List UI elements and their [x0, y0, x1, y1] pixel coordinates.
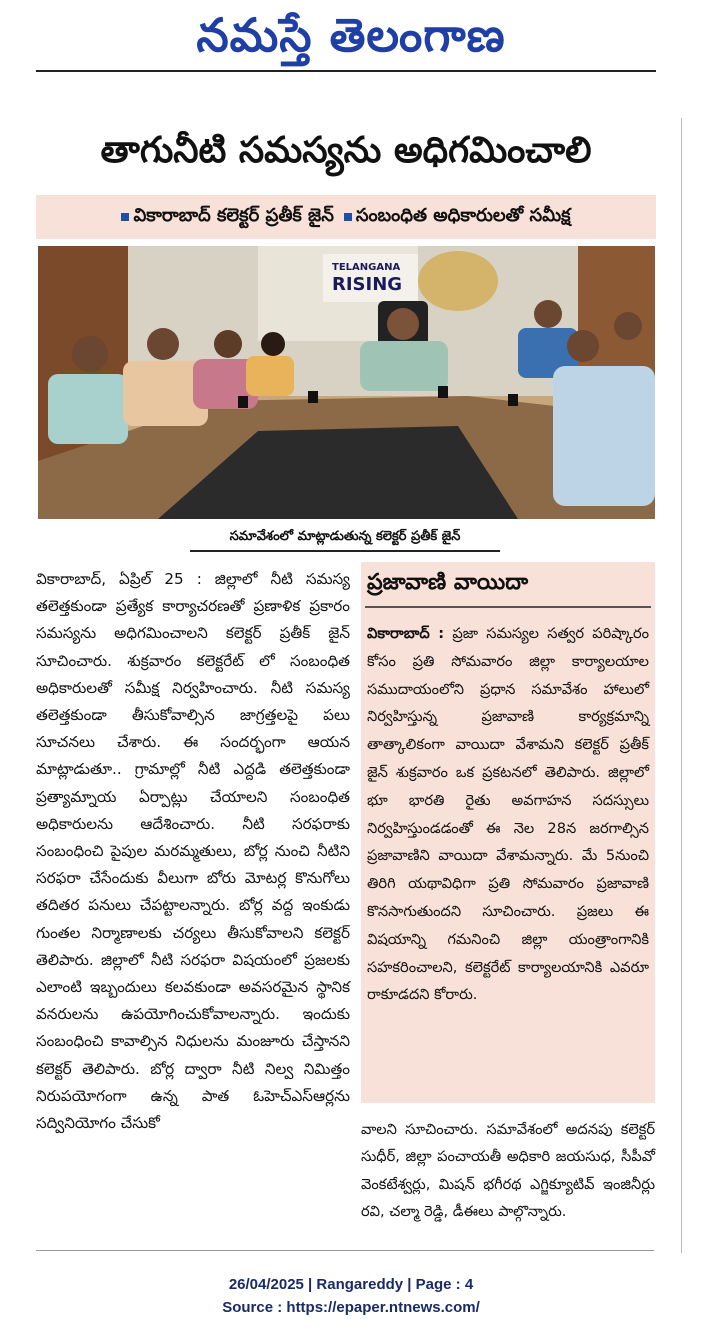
- article-left-text: వికారాబాద్, ఏప్రిల్ 25 : జిల్లాలో నీటి సమస్య తలెత్తకుండా ప్రత్యేక కార్యాచరణతో ప్రణాళిక ప్రకారం సమస్యను అధిగమించాలని కలెక్టర్ ప్రతీక్ జైన్ సూచించారు. శుక్రవారం కలెక్టరేట్ లో సంబంధిత అధికారులతో సమీక్ష నిర్వహించారు. నీటి సమస్య తలెత్తకుండా తీసుకోవాల్సిన జాగ్రత్తలపై పలు సూచనలు చేశారు. ఈ సందర్భంగా ఆయన మాట్లాడుతూ.. గ్రామాల్లో నీటి ఎద్దడి తలెత్తకుండా ప్రత్యామ్నాయ ఏర్పాట్లు చేయాలని సంబంధిత అధికారులను ఆదేశించారు. నీటి సరఫరాకు సంబంధించి పైపుల మరమ్మతులు, బోర్ల నుంచి నీటిని సరఫరా చేసేందుకు వీలుగా బోరు మోటర్ల కొనుగోలు తదితర పనులు చేపట్టాలన్నారు. బోర్ల వద్ద ఇంకుడు గుంతల నిర్మాణాలకు చర్యలు తీసుకోవాలని కలెక్టర్ తెలిపారు. జిల్లాలో నీటి సరఫరా విషయంలో ప్రజలకు ఎలాంటి ఇబ్బందులు కలవకుండా అవసరమైన స్థానిక వనరులను ఉపయోగించుకోవాలన్నారు. ఇందుకు సంబంధించి కావాల్సిన నిధులను మంజూరు చేస్తానని కలెక్టర్ తెలిపారు. బోర్ల ద్వారా నీటి నిల్వ నిమిత్తం నిరుపయోగంగా ఉన్న పాత ఓహెచ్ఎస్ఆర్లను సద్వినియోగం చేసుకో: [36, 570, 350, 1133]
- footer-source-line: Source : https://epaper.ntnews.com/: [222, 1299, 480, 1316]
- article-right-text: వాలని సూచించారు. సమావేశంలో అదనపు కలెక్టర్ సుధీర్, జిల్లా పంచాయతీ అధికారి జయసుధ, సీపీవో వెంకటేశ్వర్లు, మిషన్ భగీరథ ఎగ్జిక్యూటివ్ ఇంజినీర్లు రవి, చల్మా రెడ్డి, డీఈలు పాల్గొన్నారు.: [361, 1121, 655, 1221]
- subhead-item-1: వికారాబాద్ కలెక్టర్ ప్రతీక్ జైన్: [133, 204, 334, 226]
- sidebar-title: ప్రజావాణి వాయిదా: [367, 570, 529, 595]
- subhead-item-2: సంబంధిత అధికారులతో సమీక్ష: [355, 204, 571, 226]
- masthead: నమస్తే తెలంగాణ: [196, 8, 506, 62]
- subhead-bullet-2: [344, 205, 571, 230]
- banner-line-1: TELANGANA: [332, 262, 401, 273]
- photo-caption: సమావేశంలో మాట్లాడుతున్న కలెక్టర్ ప్రతీక్ జైన్: [190, 524, 500, 552]
- sidebar-title-rule: [365, 606, 651, 608]
- article-left-column: [36, 566, 350, 1137]
- bottom-rule: [36, 1250, 654, 1251]
- sidebar-body: [367, 620, 649, 1009]
- column-rule: [681, 118, 682, 1253]
- article-right-column: [361, 1116, 655, 1226]
- sidebar-dateline: వికారాబాద్ :: [367, 625, 445, 642]
- meeting-photo: [38, 246, 655, 519]
- masthead-rule: [36, 70, 656, 72]
- sidebar-box: [361, 562, 655, 1103]
- headline: తాగునీటి సమస్యను అధిగమించాలి: [100, 130, 592, 171]
- banner-line-2: RISING: [332, 274, 403, 295]
- subhead: [36, 195, 656, 239]
- sidebar-text: ప్రజా సమస్యల సత్వర పరిష్కారం కోసం ప్రతి సోమవారం జిల్లా కార్యాలయాల సముదాయంలోని ప్రధాన సమావేశం హాలులో నిర్వహిస్తున్న ప్రజావాణి కార్యక్రమాన్ని తాత్కాలికంగా వాయిదా వేశామని కలెక్టర్ ప్రతీక్ జైన్ శుక్రవారం ఒక ప్రకటనలో తెలిపారు. జిల్లాలో భూ భారతి రైతు అవగాహన సదస్సులు నిర్వహిస్తుండడంతో ఈ నెల 28న జరగాల్సిన ప్రజావాణిని వాయిదా వేశామన్నారు. మే 5నుంచి తిరిగి యథావిధిగా ప్రతి సోమవారం ప్రజావాణి కొనసాగుతుందని సూచించారు. ప్రజలు ఈ విషయాన్ని గమనించి జిల్లా యంత్రాంగానికి సహకరించాలని, కలెక్టరేట్ కార్యాలయానికి ఎవరూ రాకూడదని కోరారు.: [367, 625, 650, 1004]
- subhead-bullet-1: [121, 205, 333, 230]
- footer-date-line: 26/04/2025 | Rangareddy | Page : 4: [228, 1276, 474, 1293]
